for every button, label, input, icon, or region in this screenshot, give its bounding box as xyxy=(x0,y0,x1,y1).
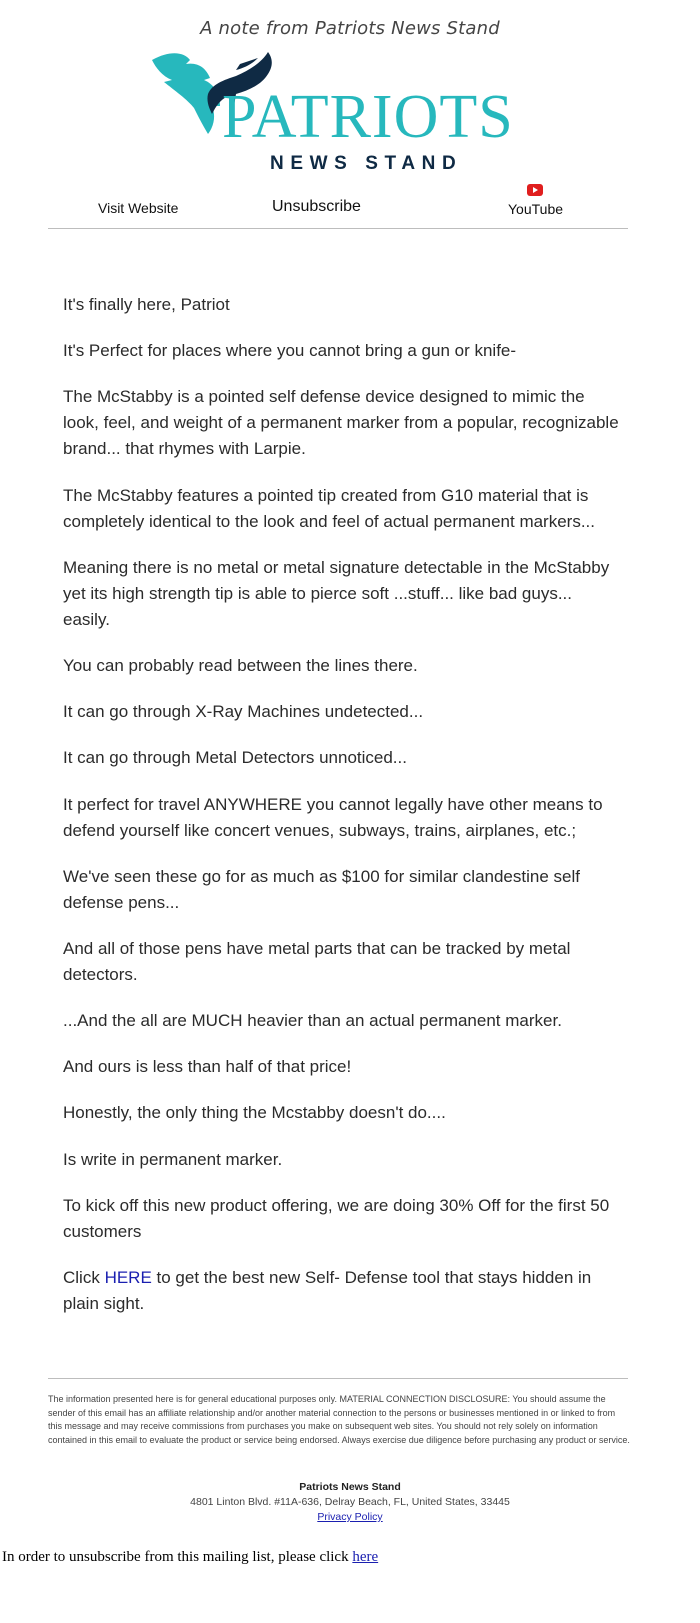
body-paragraph: You can probably read between the lines there. xyxy=(63,655,418,675)
youtube-link[interactable]: YouTube xyxy=(508,201,564,217)
header-divider xyxy=(48,228,628,229)
unsubscribe-link[interactable]: Unsubscribe xyxy=(272,198,361,215)
body-paragraph: And ours is less than half of that price! xyxy=(63,1057,352,1077)
body-paragraph: ...And the all are MUCH heavier than an actual permanent marker. xyxy=(63,1011,562,1031)
privacy-policy-link[interactable]: Privacy Policy xyxy=(317,1511,383,1523)
body-paragraph: It can go through X-Ray Machines undetected... xyxy=(63,702,424,722)
body-paragraph: It perfect for travel ANYWHERE you cannot legally have other means to defend yourself like concert venues, subways, trains, airplanes, etc.; xyxy=(63,794,603,840)
unsubscribe-line xyxy=(2,1549,692,1566)
youtube-play-icon[interactable] xyxy=(527,184,543,196)
cta-paragraph xyxy=(63,1265,623,1317)
unsubscribe-line-text: In order to unsubscribe from this mailing list, please click xyxy=(2,1549,353,1565)
footer-block xyxy=(0,1480,700,1525)
disclaimer-text: The information presented here is for general educational purposes only. MATERIAL CONNECTION DISCLOSURE: You should assume the sender of this email has an affiliate relationship and/or another material connection to the persons or businesses mentioned in or linked to from this message and may receive commissions from purchases you make on subsequent web sites. You should not rely solely on information contained in this email to evaluate the product or service being endorsed. Always exercise due diligence before purchasing any product or service. xyxy=(48,1394,630,1445)
footer-divider xyxy=(48,1378,628,1379)
body-paragraph: Honestly, the only thing the Mcstabby doesn't do.... xyxy=(63,1103,446,1123)
body-paragraph: It can go through Metal Detectors unnoticed... xyxy=(63,748,407,768)
logo-title: PATRIOTS xyxy=(222,83,514,151)
cta-suffix: to get the best new Self- Defense tool that stays hidden in plain sight. xyxy=(63,1268,592,1313)
visit-website-link[interactable]: Visit Website xyxy=(98,200,179,216)
cta-here-link[interactable]: HERE xyxy=(104,1268,152,1287)
body-greeting: It's finally here, Patriot xyxy=(63,295,230,314)
body-paragraph: To kick off this new product offering, we are doing 30% Off for the first 50 customers xyxy=(63,1195,610,1241)
body-paragraph: And all of those pens have metal parts that can be tracked by metal detectors. xyxy=(63,938,571,984)
body-paragraph: The McStabby is a pointed self defense device designed to mimic the look, feel, and weight of a permanent marker from a popular, recognizable brand... that rhymes with Larpie. xyxy=(63,387,619,459)
body-paragraph: Is write in permanent marker. xyxy=(63,1149,283,1169)
body-paragraph: We've seen these go for as much as $100 for similar clandestine self defense pens... xyxy=(63,866,580,912)
header-nav xyxy=(48,186,628,228)
body-paragraph: The McStabby features a pointed tip created from G10 material that is completely identical to the look and feel of actual permanent markers... xyxy=(63,485,596,531)
logo-subtitle: NEWS STAND xyxy=(270,153,463,174)
cta-prefix: Click xyxy=(63,1268,105,1287)
email-body xyxy=(63,292,623,1337)
body-paragraph: It's Perfect for places where you cannot bring a gun or knife- xyxy=(63,341,517,361)
body-paragraph: Meaning there is no metal or metal signature detectable in the McStabby yet its high strength tip is able to pierce soft ...stuff... like bad guys... easily. xyxy=(63,557,610,629)
header-note: A note from Patriots News Stand xyxy=(200,18,500,39)
unsubscribe-here-link[interactable]: here xyxy=(352,1549,379,1565)
footer-address: 4801 Linton Blvd. #11A-636, Delray Beach, FL, United States, 33445 xyxy=(190,1496,510,1508)
footer-org-name: Patriots News Stand xyxy=(299,1481,401,1493)
